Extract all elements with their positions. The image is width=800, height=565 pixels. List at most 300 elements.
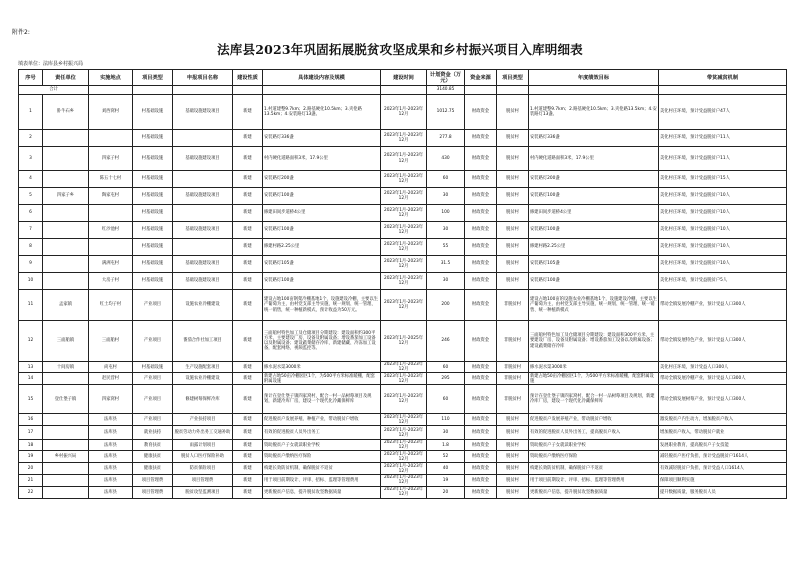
- table-row: [19, 171, 787, 188]
- poverty-reduction-mechanism: 带动全镇发展冷棚产业，预计受益人口300人: [659, 373, 787, 385]
- location: 红沙池村: [89, 222, 133, 239]
- construction-nature: 新建: [233, 463, 263, 475]
- poverty-reduction-mechanism: 美化村庄环境，预计受益脱贫户10人: [659, 205, 787, 222]
- project-name: 设施农业冷棚建设: [173, 373, 233, 385]
- construction-nature: 新建: [233, 256, 263, 273]
- table-row: [19, 475, 787, 486]
- project-type: 项目管理费: [133, 486, 173, 498]
- table-row: [19, 486, 787, 498]
- location: 法库县: [89, 440, 133, 451]
- construction-content: 修建村路2.25公里: [263, 239, 381, 256]
- filing-unit: 填表单位：法库县乡村振兴局: [18, 61, 84, 67]
- fund-source: 财政资金: [465, 321, 497, 362]
- location: 四家子村: [89, 147, 133, 171]
- annual-goal: 用于项目前期设计、评审、招标、监理等管理费用: [529, 475, 659, 486]
- fund-source: 财政资金: [465, 256, 497, 273]
- table-row: [19, 440, 787, 451]
- fund-source: 财政资金: [465, 95, 497, 130]
- column-header: 建设性质: [233, 70, 263, 86]
- annual-goal: 安装路灯100盏: [529, 188, 659, 205]
- total-amount: 3140.85: [427, 86, 465, 95]
- fund-source: 财政资金: [465, 130, 497, 147]
- construction-time: 2023年1月-2023年12月: [381, 362, 427, 373]
- responsible-unit: [43, 463, 89, 475]
- construction-nature: 新建: [233, 290, 263, 321]
- village-type: 脱贫村: [497, 475, 529, 486]
- construction-nature: 新建: [233, 385, 263, 414]
- location: [89, 205, 133, 222]
- row-number: 16: [19, 414, 43, 426]
- annual-goal: 资助脱贫户子女就读职业学校: [529, 440, 659, 451]
- fund-source: 财政资金: [465, 239, 497, 256]
- poverty-reduction-mechanism: 美化村庄环境，预计受益脱贫户11人: [659, 147, 787, 171]
- responsible-unit: [43, 171, 89, 188]
- poverty-reduction-mechanism: 带动全镇发展树莓产业，预计受益人口300人: [659, 385, 787, 414]
- annual-goal: 修水泥水渠3000米: [529, 362, 659, 373]
- construction-time: 2023年1月-2023年12月: [381, 171, 427, 188]
- project-type: 教育扶贫: [133, 440, 173, 451]
- village-type: 脱贫村: [497, 130, 529, 147]
- annual-goal: 更新脱贫户信息，提升脱贫攻坚数据质量: [529, 486, 659, 498]
- project-name: 基础设施建设项目: [173, 222, 233, 239]
- row-number: 17: [19, 426, 43, 440]
- row-number: 18: [19, 440, 43, 451]
- construction-time: 2023年1月-2023年12月: [381, 205, 427, 222]
- location: [89, 130, 133, 147]
- fund-source: 财政资金: [465, 475, 497, 486]
- table-row: [19, 239, 787, 256]
- row-number: 13: [19, 362, 43, 373]
- annual-goal: 新建占地50亩冷棚园区1个，为500平方米标准暖棚，配套附属设施: [529, 373, 659, 385]
- village-type: 非脱贫村: [497, 290, 529, 321]
- responsible-unit: 十间房镇: [43, 362, 89, 373]
- column-header: 序号: [19, 70, 43, 86]
- responsible-unit: [43, 414, 89, 426]
- construction-nature: 新建: [233, 222, 263, 239]
- location: 赵民营村: [89, 373, 133, 385]
- poverty-reduction-mechanism: 美化村庄环境，预计受益脱贫户10人: [659, 188, 787, 205]
- fund-source: 财政资金: [465, 171, 497, 188]
- location: 尚屯村: [89, 362, 133, 373]
- construction-time: 2023年1月-2023年12月: [381, 385, 427, 414]
- construction-content: 村内硬化道路面积3米，17.9公里: [263, 147, 381, 171]
- project-name: 雨露计划项目: [173, 440, 233, 451]
- construction-content: 用于项目前期设计、评审、招标、监理等管理费用: [263, 475, 381, 486]
- construction-nature: 新建: [233, 486, 263, 498]
- village-type: 脱贫村: [497, 95, 529, 130]
- responsible-unit: [43, 205, 89, 222]
- poverty-reduction-mechanism: 美化村庄环境，预计受益人口300人: [659, 362, 787, 373]
- construction-content: 1.村道建整9.7km；2.路基硬化10.5km；3.夹伦路13.5km；4.安装路灯13盏。: [263, 95, 381, 130]
- table-row: [19, 463, 787, 475]
- construction-time: 2023年1月-2023年12月: [381, 147, 427, 171]
- planned-fund: 52: [427, 451, 465, 463]
- responsible-unit: [43, 130, 89, 147]
- construction-content: 建设占地100亩钢架冷棚基地1个，设施建设冷棚，主要以生产葡萄为主，由村党支部主导实施，统一规划、统一管理、统一销售，统一种植新模式，预计收益为50万元。: [263, 290, 381, 321]
- project-type: 产业项目: [133, 321, 173, 362]
- construction-time: 2023年1月-2023年12月: [381, 256, 427, 273]
- poverty-reduction-mechanism: 保障项目顺利实施: [659, 475, 787, 486]
- planned-fund: 40: [427, 463, 465, 475]
- village-type: 脱贫村: [497, 414, 529, 426]
- project-name: 基础设施建设项目: [173, 256, 233, 273]
- annual-goal: 建设占地100亩的设施农业冷棚基地1个，设施建设冷棚，主要以生产葡萄为主，由村党支部主导实施，统一规划、统一管理、统一销售、统一种植新模式: [529, 290, 659, 321]
- fund-source: 财政资金: [465, 373, 497, 385]
- table-row: [19, 147, 787, 171]
- planned-fund: 430: [427, 147, 465, 171]
- annual-goal: 有效的促进脱贫人员外出务工，提高脱贫户收入: [529, 426, 659, 440]
- annual-goal: 安装路灯100盏: [529, 273, 659, 290]
- location: 刘西窝村: [89, 95, 133, 130]
- location: 法库县: [89, 463, 133, 475]
- poverty-reduction-mechanism: 美化村庄环境，预计受益脱贫户11人: [659, 130, 787, 147]
- construction-time: 2023年1月-2023年12月: [381, 414, 427, 426]
- location: 法库县: [89, 451, 133, 463]
- poverty-reduction-mechanism: 美化村庄环境，预计受益脱贫户15人: [659, 171, 787, 188]
- village-type: 脱贫村: [497, 239, 529, 256]
- column-header: 项目类型: [497, 70, 529, 86]
- location: 大房子村: [89, 273, 133, 290]
- fund-source: 财政资金: [465, 486, 497, 498]
- poverty-reduction-mechanism: 增加脱贫户收入，带动脱贫户就业: [659, 426, 787, 440]
- row-number: 2: [19, 130, 43, 147]
- responsible-unit: 登仕堡子镇: [43, 385, 89, 414]
- project-type: 村基础设施: [133, 205, 173, 222]
- responsible-unit: 乡村振兴局: [43, 451, 89, 463]
- column-header: 项目类型: [133, 70, 173, 86]
- responsible-unit: [43, 373, 89, 385]
- project-type: 产业项目: [133, 373, 173, 385]
- poverty-reduction-mechanism: 发展职业教育，提高脱贫户子女技能: [659, 440, 787, 451]
- attachment-label: 附件2:: [12, 29, 30, 36]
- project-name: 项目管理费: [173, 475, 233, 486]
- responsible-unit: 三面船镇: [43, 321, 89, 362]
- village-type: 脱贫村: [497, 440, 529, 451]
- project-type: 村基础设施: [133, 256, 173, 273]
- table-row: [19, 414, 787, 426]
- village-type: 脱贫村: [497, 451, 529, 463]
- annual-goal: 1.村道建整9.7km；2.路基硬化10.5km；3.夹伦路13.5km；4.安装路灯13盏。: [529, 95, 659, 130]
- table-row: [19, 373, 787, 385]
- construction-nature: 新建: [233, 239, 263, 256]
- project-type: 村基础设施: [133, 273, 173, 290]
- construction-content: 安装路灯200盏: [263, 171, 381, 188]
- project-type: 村基础设施: [133, 239, 173, 256]
- village-type: 脱贫村: [497, 426, 529, 440]
- fund-source: 财政资金: [465, 273, 497, 290]
- annual-goal: 安装路灯105盏: [529, 256, 659, 273]
- row-number: 19: [19, 451, 43, 463]
- construction-content: 资助脱贫户缴纳医疗保险: [263, 451, 381, 463]
- planned-fund: 30: [427, 188, 465, 205]
- project-type: 村基础设施: [133, 95, 173, 130]
- construction-nature: 新建: [233, 147, 263, 171]
- responsible-unit: [43, 256, 89, 273]
- row-number: 10: [19, 273, 43, 290]
- project-name: [173, 171, 233, 188]
- project-name: 番茄合作社加工项目: [173, 321, 233, 362]
- responsible-unit: [43, 239, 89, 256]
- table-row: [19, 385, 787, 414]
- location: 陶家屯村: [89, 188, 133, 205]
- planned-fund: 1012.75: [427, 95, 465, 130]
- poverty-reduction-mechanism: 激发脱贫户内生动力，增加脱贫户收入: [659, 414, 787, 426]
- project-name: 产业扶持项目: [173, 414, 233, 426]
- poverty-reduction-mechanism: 美化村庄环境，预计受益脱贫户10人: [659, 222, 787, 239]
- responsible-unit: [43, 222, 89, 239]
- column-header: 责任单位: [43, 70, 89, 86]
- construction-time: 2023年1月-2023年12月: [381, 475, 427, 486]
- annual-goal: 安装路灯336盏: [529, 130, 659, 147]
- document-title: 法库县2023年巩固拓展脱贫攻坚成果和乡村振兴项目入库明细表: [217, 42, 583, 57]
- construction-nature: 新建: [233, 188, 263, 205]
- construction-nature: 新建: [233, 362, 263, 373]
- fund-source: 财政资金: [465, 205, 497, 222]
- planned-fund: 277.8: [427, 130, 465, 147]
- planned-fund: 19: [427, 475, 465, 486]
- row-number: 5: [19, 188, 43, 205]
- village-type: 脱贫村: [497, 463, 529, 475]
- construction-content: 预计在登仕堡子镇四家窝村，配合一村一品树莓项目及规划，新建冷库厂房，建设一个现代化冷藏保鲜库: [263, 385, 381, 414]
- construction-time: 2023年1月-2023年12月: [381, 130, 427, 147]
- planned-fund: 1.8: [427, 440, 465, 451]
- construction-nature: 新建: [233, 273, 263, 290]
- village-type: 非脱贫村: [497, 362, 529, 373]
- village-type: 脱贫村: [497, 222, 529, 239]
- poverty-reduction-mechanism: 带动全镇发展冷棚产业，预计受益人口300人: [659, 290, 787, 321]
- project-type: 产业项目: [133, 290, 173, 321]
- table-row: [19, 95, 787, 130]
- project-name: [173, 205, 233, 222]
- project-name: [173, 130, 233, 147]
- construction-nature: 新建: [233, 440, 263, 451]
- project-name: 基础设施建设项目: [173, 147, 233, 171]
- poverty-reduction-mechanism: 美化村庄环境，预计受益脱贫户10人: [659, 239, 787, 256]
- planned-fund: 60: [427, 362, 465, 373]
- poverty-reduction-mechanism: 美化村庄环境，预计受益脱贫户5人: [659, 273, 787, 290]
- village-type: 脱贫村: [497, 256, 529, 273]
- location: 法库县: [89, 475, 133, 486]
- total-row: [19, 86, 787, 95]
- fund-source: 财政资金: [465, 362, 497, 373]
- project-type: 村基础设施: [133, 171, 173, 188]
- project-name: 脱贫劳动力外出务工交通补助: [173, 426, 233, 440]
- fund-source: 财政资金: [465, 290, 497, 321]
- project-type: 产业项目: [133, 414, 173, 426]
- poverty-reduction-mechanism: 美化村庄环境，预计受益脱贫户47人: [659, 95, 787, 130]
- row-number: 1: [19, 95, 43, 130]
- construction-time: 2023年1月-2025年12月: [381, 321, 427, 362]
- column-header: 年度绩效目标: [529, 70, 659, 86]
- construction-time: 2023年1月-2023年12月: [381, 273, 427, 290]
- village-type: 非脱贫村: [497, 321, 529, 362]
- header-row: [19, 70, 787, 86]
- planned-fund: 30: [427, 222, 465, 239]
- planned-fund: 20: [427, 486, 465, 498]
- construction-nature: 新建: [233, 171, 263, 188]
- column-header: 具体建设内容及规模: [263, 70, 381, 86]
- planned-fund: 60: [427, 385, 465, 414]
- fund-source: 财政资金: [465, 188, 497, 205]
- poverty-reduction-mechanism: 美化村庄环境，预计受益脱贫户10人: [659, 256, 787, 273]
- row-number: 9: [19, 256, 43, 273]
- construction-nature: 新建: [233, 414, 263, 426]
- responsible-unit: 卧牛石乡: [43, 95, 89, 130]
- construction-content: 构建长效防贫机制，确保脱贫不返贫: [263, 463, 381, 475]
- poverty-reduction-mechanism: 带动全镇发展特色产业，预计受益人口300人: [659, 321, 787, 362]
- planned-fund: 295: [427, 373, 465, 385]
- row-number: 12: [19, 321, 43, 362]
- planned-fund: 110: [427, 414, 465, 426]
- table-row: [19, 273, 787, 290]
- location: 三面船村: [89, 321, 133, 362]
- row-number: 21: [19, 475, 43, 486]
- planned-fund: 31.5: [427, 256, 465, 273]
- construction-content: 安装路灯100盏: [263, 188, 381, 205]
- construction-content: 资助脱贫户子女就读职业学校: [263, 440, 381, 451]
- responsible-unit: [43, 486, 89, 498]
- annual-goal: 构建长效防贫机制，确保脱贫户不返贫: [529, 463, 659, 475]
- annual-goal: 安装路灯200盏: [529, 171, 659, 188]
- project-name: 基础设施建设项目: [173, 188, 233, 205]
- village-type: 非脱贫村: [497, 373, 529, 385]
- planned-fund: 30: [427, 426, 465, 440]
- poverty-reduction-mechanism: 有效减轻脱贫户负担，预计受益人口1614人: [659, 463, 787, 475]
- fund-source: 财政资金: [465, 385, 497, 414]
- location: 红土均子村: [89, 290, 133, 321]
- column-header: 计划资金（万元）: [427, 70, 465, 86]
- row-number: 14: [19, 373, 43, 385]
- fund-source: 财政资金: [465, 414, 497, 426]
- construction-nature: 新建: [233, 130, 263, 147]
- construction-nature: 新建: [233, 426, 263, 440]
- village-type: 脱贫村: [497, 205, 529, 222]
- construction-nature: 新建: [233, 373, 263, 385]
- table-row: [19, 256, 787, 273]
- construction-time: 2023年1月-2023年12月: [381, 239, 427, 256]
- construction-time: 2023年1月-2023年12月: [381, 463, 427, 475]
- project-type: 产业项目: [133, 385, 173, 414]
- construction-content: 安装路灯100盏: [263, 273, 381, 290]
- annual-goal: 资助脱贫户缴纳医疗保险: [529, 451, 659, 463]
- column-header: 实施地点: [89, 70, 133, 86]
- row-number: 20: [19, 463, 43, 475]
- construction-time: 2023年1月-2023年12月: [381, 440, 427, 451]
- project-name: 脱贫攻坚监测项目: [173, 486, 233, 498]
- column-header: 资金来源: [465, 70, 497, 86]
- village-type: 脱贫村: [497, 171, 529, 188]
- row-number: 3: [19, 147, 43, 171]
- project-table: [18, 69, 787, 499]
- construction-nature: 新建: [233, 321, 263, 362]
- responsible-unit: 孟家镇: [43, 290, 89, 321]
- location: 法库县: [89, 486, 133, 498]
- fund-source: 财政资金: [465, 451, 497, 463]
- fund-source: 财政资金: [465, 222, 497, 239]
- construction-time: 2023年1月-2023年12月: [381, 290, 427, 321]
- village-type: 脱贫村: [497, 273, 529, 290]
- location: 四家窝村: [89, 385, 133, 414]
- row-number: 7: [19, 222, 43, 239]
- construction-time: 2023年1月-2023年12月: [381, 486, 427, 498]
- construction-content: 安装路灯100盏: [263, 222, 381, 239]
- project-name: 脱贫人口医疗保险补助: [173, 451, 233, 463]
- planned-fund: 200: [427, 290, 465, 321]
- fund-source: 财政资金: [465, 463, 497, 475]
- responsible-unit: [43, 440, 89, 451]
- construction-nature: 新建: [233, 95, 263, 130]
- planned-fund: 246: [427, 321, 465, 362]
- construction-time: 2023年1月-2023年12月: [381, 373, 427, 385]
- row-number: 15: [19, 385, 43, 414]
- table-row: [19, 205, 787, 222]
- project-type: 就业扶持: [133, 426, 173, 440]
- project-type: 健康扶贫: [133, 463, 173, 475]
- table-row: [19, 290, 787, 321]
- row-number: 11: [19, 290, 43, 321]
- annual-goal: 预计在登仕堡子镇四家窝村，配合一村一品树莓项目及规划，新建冷库厂房，建设一个现代化冷藏保鲜库: [529, 385, 659, 414]
- construction-content: 促进脱贫户发展养殖、种植产业，带动脱贫户增收: [263, 414, 381, 426]
- planned-fund: 55: [427, 239, 465, 256]
- total-label: 合计: [19, 86, 89, 95]
- table-row: [19, 451, 787, 463]
- village-type: 脱贫村: [497, 188, 529, 205]
- poverty-reduction-mechanism: 减轻脱贫户医疗负担，预计受益脱贫户1614人: [659, 451, 787, 463]
- construction-content: 安装路灯105盏: [263, 256, 381, 273]
- project-name: 基础设施建设项目: [173, 273, 233, 290]
- construction-content: 修建田间步道桥4公里: [263, 205, 381, 222]
- responsible-unit: [43, 273, 89, 290]
- construction-time: 2023年1月-2023年12月: [381, 222, 427, 239]
- project-type: 健康扶贫: [133, 451, 173, 463]
- row-number: 4: [19, 171, 43, 188]
- fund-source: 财政资金: [465, 147, 497, 171]
- table-row: [19, 362, 787, 373]
- row-number: 8: [19, 239, 43, 256]
- table-row: [19, 321, 787, 362]
- location: 陈五十七村: [89, 171, 133, 188]
- responsible-unit: 四家子乡: [43, 188, 89, 205]
- construction-content: 有效的促进脱贫人员外出务工: [263, 426, 381, 440]
- project-name: 基础设施建设项目: [173, 95, 233, 130]
- planned-fund: 100: [427, 205, 465, 222]
- row-number: 6: [19, 205, 43, 222]
- project-type: 村基础设施: [133, 188, 173, 205]
- project-name: 生产设施配套项目: [173, 362, 233, 373]
- annual-goal: 修建田间步道桥4公里: [529, 205, 659, 222]
- location: 满洲屯村: [89, 256, 133, 273]
- construction-content: 三面船村特色加工及仓储项目分期建设：建设面积约300平方米，主要建设厂房、设备及附属设备；增设番茄加工设备以及附属设备；建设蔬菜储存冷库，新建储藏、冷冻加工设备，配套网络、视频监控等。: [263, 321, 381, 362]
- project-type: 村基础设施: [133, 362, 173, 373]
- column-header: 带贫减贫机制: [659, 70, 787, 86]
- project-type: 村基础设施: [133, 147, 173, 171]
- column-header: 建设时间: [381, 70, 427, 86]
- construction-content: 更新脱贫户信息，提升脱贫攻坚数据质量: [263, 486, 381, 498]
- table-row: [19, 426, 787, 440]
- column-header: 申报项目名称: [173, 70, 233, 86]
- construction-content: 修水泥水渠3000米: [263, 362, 381, 373]
- project-name: 修建树莓保鲜冷库: [173, 385, 233, 414]
- poverty-reduction-mechanism: 提升数据质量，服务脱贫人员: [659, 486, 787, 498]
- project-name: [173, 239, 233, 256]
- project-type: 村基础设施: [133, 222, 173, 239]
- annual-goal: 安装路灯100盏: [529, 222, 659, 239]
- responsible-unit: [43, 426, 89, 440]
- construction-time: 2023年1月-2023年12月: [381, 188, 427, 205]
- construction-nature: 新建: [233, 475, 263, 486]
- construction-time: 2023年1月-2023年12月: [381, 451, 427, 463]
- village-type: 非脱贫村: [497, 385, 529, 414]
